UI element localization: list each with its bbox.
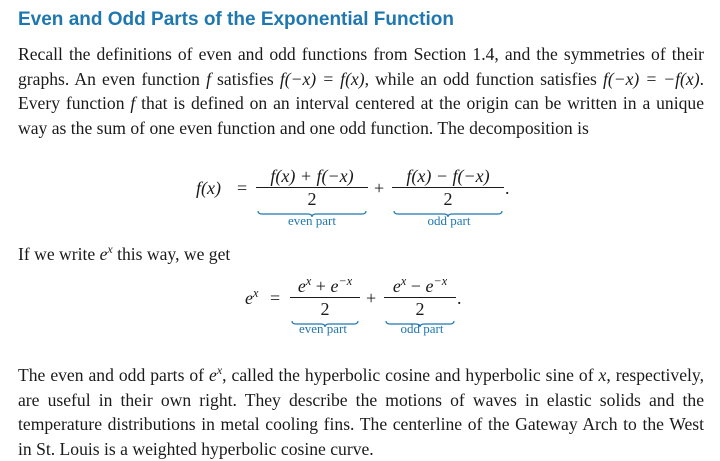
eq2-even-e1-exp: x bbox=[305, 274, 312, 289]
eq2-period: . bbox=[457, 288, 462, 308]
var-x-exp: x bbox=[107, 242, 113, 257]
eq2-even-op: + bbox=[315, 276, 326, 296]
eq1-odd-label: odd part bbox=[427, 213, 471, 228]
eq2-equals: = bbox=[270, 288, 281, 308]
even-condition: f(−x) = f(x) bbox=[279, 68, 365, 89]
eq1-plus: + bbox=[374, 178, 385, 198]
eq2-plus: + bbox=[366, 288, 377, 308]
transition-text-2: this way, we get bbox=[112, 244, 231, 264]
eq2-even-e2-exp: −x bbox=[338, 274, 353, 289]
var-e: e bbox=[99, 244, 108, 264]
var-e: e bbox=[209, 365, 217, 385]
fraction-bar bbox=[392, 187, 504, 188]
var-x-exp: x bbox=[216, 363, 223, 378]
eq2-odd-denominator: 2 bbox=[415, 299, 425, 319]
fraction-bar bbox=[290, 297, 360, 298]
hyperbolic-text-2: , called the hyperbolic cosine and hyperbolic sine of bbox=[222, 365, 599, 385]
eq1-lhs bbox=[196, 178, 221, 199]
eq1-even-fraction bbox=[256, 165, 368, 218]
hyperbolic-text-3: , respectively, are useful in their own right. They describe the motions of waves in elastic solids and the temperature distributions in metal cooling fins. The centerline of the Gateway Arch to the West in St. Louis is a weighted hyperbolic cosine curve. bbox=[18, 365, 704, 459]
eq1-even-numerator: f(x) + f(−x) bbox=[270, 166, 354, 186]
eq2-odd-op: − bbox=[410, 276, 421, 296]
eq2-even-e2: e bbox=[330, 276, 339, 296]
eq1-odd-fraction bbox=[392, 165, 504, 218]
eq2-odd-numerator bbox=[391, 275, 449, 297]
fraction-bar bbox=[256, 187, 368, 188]
eq1-odd-denominator: 2 bbox=[443, 189, 453, 209]
underbrace-icon bbox=[384, 320, 456, 328]
eq2-even-label: even part bbox=[298, 321, 348, 336]
eq2-odd-e1: e bbox=[392, 276, 401, 296]
eq1-even-label: even part bbox=[287, 213, 337, 228]
eq2-lhs-base: e bbox=[245, 288, 253, 308]
var-x: x bbox=[598, 365, 607, 385]
intro-text-5: that is defined on an interval centered at the origin can be written in a unique way as the sum of one even function and one odd function. The decomposition is bbox=[18, 93, 705, 138]
hyperbolic-paragraph bbox=[18, 363, 704, 461]
fraction-bar bbox=[384, 297, 456, 298]
var-f: f bbox=[130, 93, 136, 114]
transition-text-1: If we write bbox=[18, 244, 100, 264]
eq1-even-denominator: 2 bbox=[307, 189, 317, 209]
eq2-even-denominator: 2 bbox=[320, 299, 330, 319]
underbrace-icon bbox=[256, 210, 368, 218]
eq1-lhs-expr: f(x) bbox=[196, 178, 221, 198]
intro-text-1: Recall the definitions of even and odd functions from Section 1.4, and the symmetries of their graphs. An even function bbox=[18, 44, 704, 89]
eq2-odd-fraction bbox=[384, 275, 456, 328]
eq2-even-numerator bbox=[296, 275, 354, 297]
underbrace-icon bbox=[290, 320, 360, 328]
intro-text-2: satisfies bbox=[210, 68, 280, 89]
hyperbolic-text-1: The even and odd parts of bbox=[18, 365, 210, 385]
intro-text-4: . Every function bbox=[18, 68, 704, 114]
intro-text-3: , while an odd function satisfies bbox=[364, 68, 603, 89]
eq2-odd-e2-exp: −x bbox=[433, 274, 448, 289]
eq1-equals: = bbox=[237, 178, 248, 198]
transition-paragraph bbox=[18, 242, 704, 267]
eq2-lhs-exp: x bbox=[253, 286, 259, 301]
eq2-even-e1: e bbox=[297, 276, 306, 296]
odd-condition: f(−x) = −f(x) bbox=[602, 68, 700, 89]
eq2-odd-e1-exp: x bbox=[400, 274, 407, 289]
eq1-period: . bbox=[505, 178, 510, 198]
underbrace-icon bbox=[392, 210, 504, 218]
var-f: f bbox=[206, 68, 211, 89]
eq2-odd-e2: e bbox=[425, 276, 434, 296]
intro-paragraph bbox=[18, 42, 704, 140]
eq1-odd-numerator: f(x) − f(−x) bbox=[406, 166, 490, 186]
eq2-even-fraction bbox=[290, 275, 360, 328]
section-title: Even and Odd Parts of the Exponential Function bbox=[18, 9, 454, 30]
eq2-lhs bbox=[245, 288, 258, 309]
eq2-odd-label: odd part bbox=[400, 321, 444, 336]
